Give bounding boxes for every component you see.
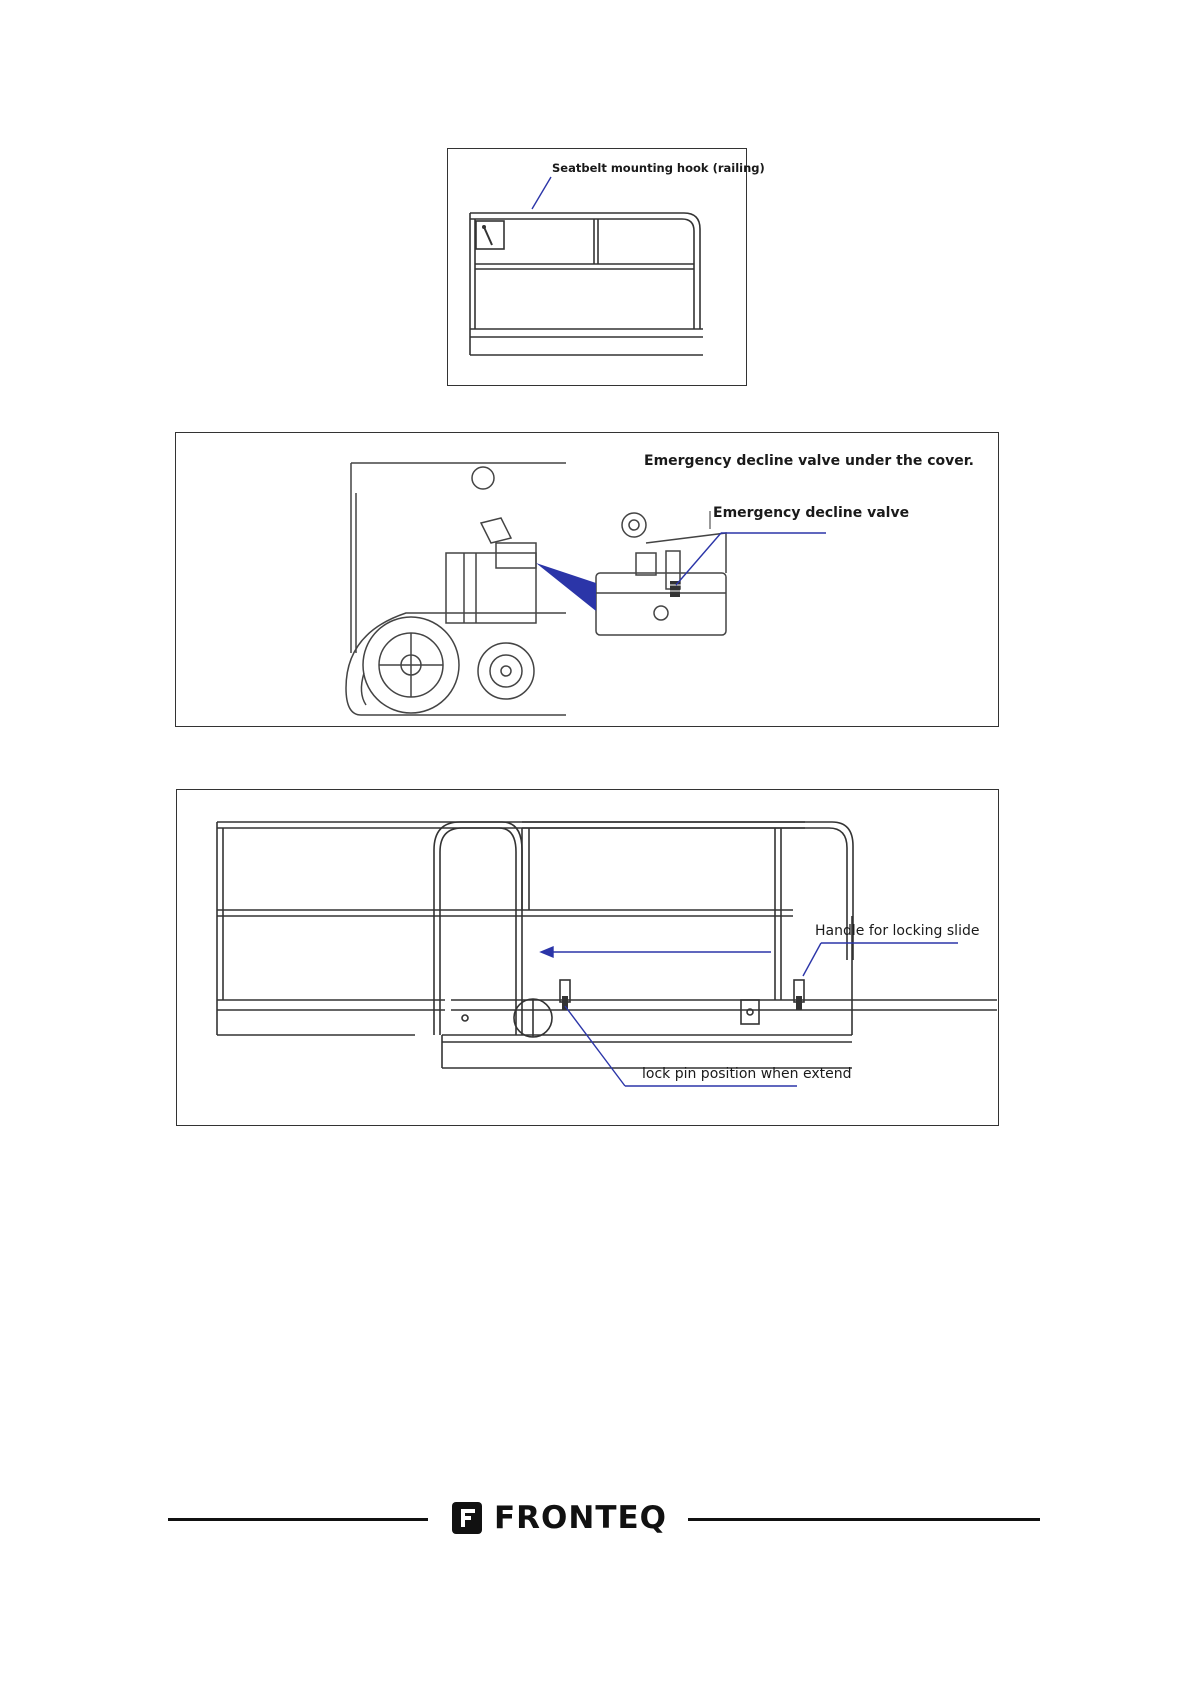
valve-icon bbox=[668, 581, 682, 597]
footer-rule-right bbox=[688, 1518, 1040, 1521]
label-valve-under-cover: Emergency decline valve under the cover. bbox=[644, 453, 974, 469]
zoom-indicator bbox=[536, 563, 596, 611]
valve-drawing bbox=[176, 433, 998, 726]
brand-name: FRONTEQ bbox=[494, 1500, 668, 1536]
lock-pin-icon bbox=[560, 980, 570, 1010]
figure-seatbelt-hook bbox=[447, 148, 765, 386]
footer-rule-left bbox=[168, 1518, 428, 1521]
footer-logo bbox=[452, 1500, 667, 1536]
railing-drawing bbox=[448, 149, 746, 385]
figure-emergency-valve bbox=[175, 432, 999, 727]
locking-handle-icon bbox=[794, 980, 804, 1010]
slide-direction-arrow bbox=[541, 947, 771, 957]
seatbelt-hook-icon bbox=[482, 225, 492, 245]
label-lock-pin-position: lock pin position when extend bbox=[642, 1066, 852, 1082]
figure-locking-slide bbox=[176, 789, 999, 1126]
slide-deck-drawing bbox=[177, 790, 998, 1125]
label-locking-handle: Handle for locking slide bbox=[815, 923, 980, 939]
fronteq-logo-icon bbox=[452, 1502, 482, 1534]
label-emergency-valve: Emergency decline valve bbox=[713, 505, 910, 521]
label-seatbelt-hook: Seatbelt mounting hook (railing) bbox=[552, 161, 765, 175]
